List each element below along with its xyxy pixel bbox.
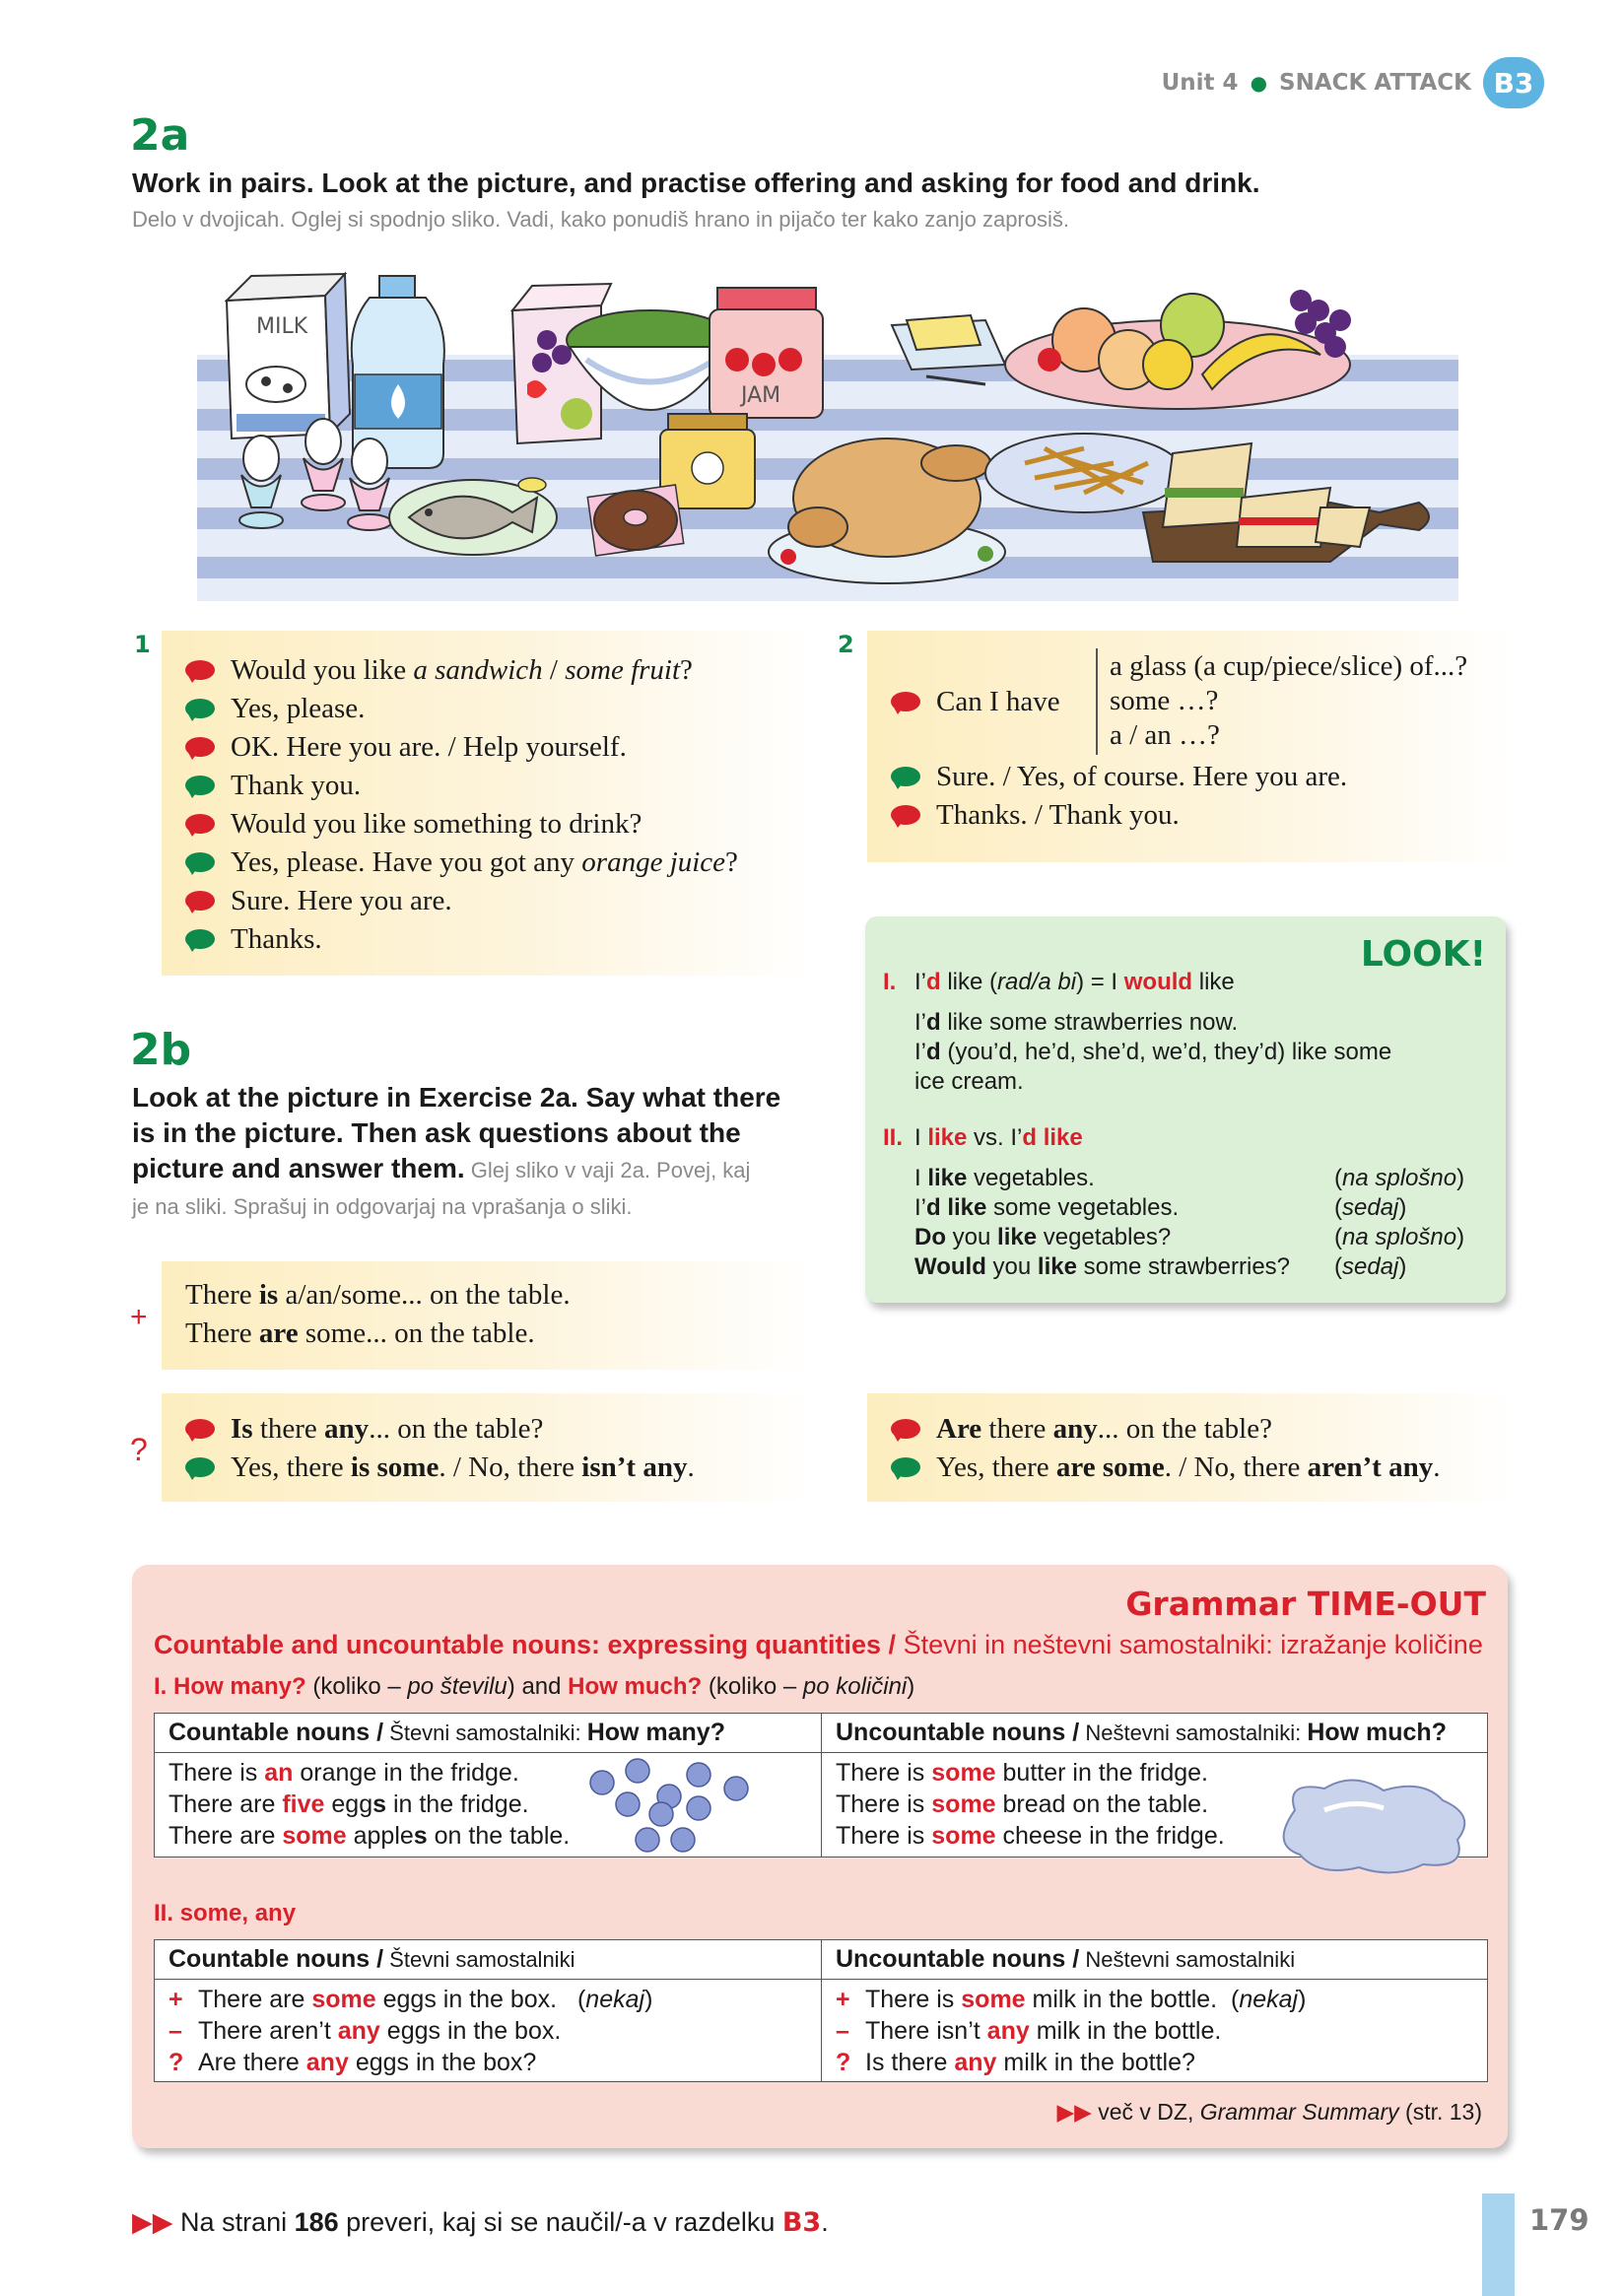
exercise-2b-instruction-line-3: picture and answer them. Glej sliko v vaji 2a. Povej, kaj — [132, 1153, 751, 1183]
speech-bubble-red-icon — [185, 1419, 215, 1441]
dialog-2-line-3: Thanks. / Thank you. — [936, 799, 1180, 831]
question-plural-line-2: Yes, there are some. / No, there aren’t any. — [936, 1452, 1441, 1483]
table-2-header-countable: Countable nouns / Števni samostalniki — [169, 1945, 575, 1973]
bullet-dot: ● — [1250, 71, 1268, 95]
question-sign: ? — [130, 1432, 148, 1467]
look-example-2: I’d (you’d, he’d, she’d, we’d, they’d) like some — [914, 1039, 1392, 1065]
dialog-1-line-4: Thank you. — [231, 770, 362, 801]
question-box-plural — [867, 1393, 1518, 1502]
exercise-2b-translation: je na sliki. Sprašuj in odgovarjaj na vprašanja o sliki. — [132, 1194, 633, 1219]
speech-bubble-green-icon — [185, 1457, 215, 1479]
speech-bubble-red-icon — [185, 660, 215, 682]
dialog-2-line-2: Sure. / Yes, of course. Here you are. — [936, 761, 1348, 792]
exercise-2a-translation: Delo v dvojicah. Oglej si spodnjo sliko. Vadi, kako ponudiš hrano in pijačo ter kako zanjo zaprosiš. — [132, 207, 1069, 232]
grammar-part-1-heading: I. How many? (koliko – po številu) and How much? (koliko – po količini) — [154, 1673, 915, 1700]
question-sign: ? — [836, 2049, 851, 2076]
positive-box — [162, 1261, 812, 1370]
exercise-2b-instruction-line-1: Look at the picture in Exercise 2a. Say what there — [132, 1082, 781, 1113]
look-row-1: I like vegetables. — [914, 1165, 1095, 1191]
fast-forward-icon: ▶▶ — [1056, 2099, 1092, 2125]
plus-sign: + — [169, 1986, 183, 2013]
question-singular-line-2: Yes, there is some. / No, there isn’t any. — [231, 1452, 695, 1483]
uncountable-positive: There is some milk in the bottle. (nekaj) — [865, 1986, 1307, 2013]
countable-example-2: There are five eggs in the fridge. — [169, 1790, 529, 1818]
options-divider — [1096, 648, 1098, 755]
dialog-1-line-7: Sure. Here you are. — [231, 885, 452, 916]
exercise-2b-instruction-line-2: is in the picture. Then ask questions about the — [132, 1117, 741, 1148]
dialog-1-line-8: Thanks. — [231, 923, 322, 955]
uncountable-negative: There isn’t any milk in the bottle. — [865, 2017, 1222, 2045]
some-any-table — [154, 1939, 1488, 2082]
page-number: 179 — [1529, 2203, 1589, 2237]
food-table-illustration — [197, 266, 1458, 601]
speech-bubble-red-icon — [891, 692, 920, 713]
dialog-1-line-2: Yes, please. — [231, 693, 366, 724]
grammar-part-2-heading: II. some, any — [154, 1900, 297, 1926]
plus-sign: + — [836, 1986, 850, 2013]
look-row-3-note: (na splošno) — [1334, 1224, 1465, 1250]
grammar-timeout-box — [132, 1565, 1508, 2148]
look-section-2-heading: I like vs. I’d like — [914, 1124, 1083, 1151]
look-section-2-number: II. — [883, 1124, 904, 1151]
table-1-header-uncountable: Uncountable nouns / Neštevni samostalniki: How much? — [836, 1719, 1447, 1746]
uncountable-example-1: There is some butter in the fridge. — [836, 1759, 1208, 1787]
milk-carton — [227, 274, 350, 439]
look-example-3: ice cream. — [914, 1068, 1024, 1095]
section-badge: B3 — [1483, 57, 1544, 108]
jam-label: JAM — [741, 383, 781, 408]
footer-note: ▶▶ Na strani 186 preveri, kaj si se naučil/-a v razdelku B3. — [132, 2207, 829, 2238]
dialog-2-can-i-have: Can I have — [936, 686, 1060, 717]
donut — [587, 485, 683, 556]
grammar-summary-reference: ▶▶ več v DZ, Grammar Summary (str. 13) — [1056, 2099, 1482, 2125]
dialog-2-box — [867, 631, 1518, 862]
table-1-header-countable: Countable nouns / Števni samostalniki: How many? — [169, 1719, 725, 1746]
grammar-heading: Countable and uncountable nouns: expressing quantities / Števni in neštevni samostalniki: izražanje količine — [154, 1630, 1483, 1659]
exercise-2a-instruction: Work in pairs. Look at the picture, and practise offering and asking for food and drink. — [132, 168, 1260, 198]
dialog-1-line-6: Yes, please. Have you got any orange juice? — [231, 846, 738, 878]
countable-dots-illustration — [588, 1757, 805, 1875]
look-row-4: Would you like some strawberries? — [914, 1253, 1291, 1280]
speech-bubble-green-icon — [185, 852, 215, 874]
speech-bubble-green-icon — [185, 929, 215, 951]
speech-bubble-green-icon — [891, 1457, 920, 1479]
question-box-singular — [162, 1393, 812, 1502]
look-section-1-number: I. — [883, 969, 897, 995]
speech-bubble-green-icon — [185, 776, 215, 797]
look-row-3: Do you like vegetables? — [914, 1224, 1172, 1250]
dialog-2-option-1: a glass (a cup/piece/slice) of...? — [1110, 650, 1468, 682]
table-2-header-uncountable: Uncountable nouns / Neštevni samostalniki — [836, 1945, 1296, 1973]
dialog-1-line-3: OK. Here you are. / Help yourself. — [231, 731, 627, 763]
look-section-1-heading: I’d like (rad/a bi) = I would like — [914, 969, 1235, 995]
uncountable-question: Is there any milk in the bottle? — [865, 2049, 1195, 2076]
speech-bubble-red-icon — [891, 805, 920, 827]
countable-negative: There aren’t any eggs in the box. — [198, 2017, 562, 2045]
look-row-1-note: (na splošno) — [1334, 1165, 1465, 1191]
countable-example-1: There is an orange in the fridge. — [169, 1759, 519, 1787]
speech-bubble-red-icon — [185, 737, 215, 759]
look-row-2: I’d like some vegetables. — [914, 1194, 1180, 1221]
fruit-plate — [1005, 290, 1351, 409]
positive-sign: + — [130, 1301, 148, 1333]
minus-sign: – — [836, 2017, 849, 2045]
jam-jar — [710, 288, 823, 418]
dialog-1-number: 1 — [134, 631, 151, 658]
unit-label: Unit 4 — [1161, 70, 1239, 96]
page-header — [1162, 57, 1544, 108]
look-title: LOOK! — [1360, 934, 1486, 975]
uncountable-example-3: There is some cheese in the fridge. — [836, 1822, 1225, 1850]
unit-title: SNACK ATTACK — [1279, 70, 1471, 96]
grammar-title: Grammar TIME-OUT — [1125, 1585, 1486, 1623]
dialog-2-option-3: a / an …? — [1110, 719, 1220, 751]
speech-bubble-red-icon — [891, 1419, 920, 1441]
positive-line-1: There is a/an/some... on the table. — [185, 1279, 571, 1311]
look-box — [865, 916, 1506, 1303]
question-singular-line-1: Is there any... on the table? — [231, 1413, 544, 1445]
exercise-2a-number: 2a — [130, 110, 190, 161]
fast-forward-icon: ▶▶ — [132, 2207, 173, 2237]
liquid-puddle-illustration — [1265, 1771, 1482, 1879]
milk-label: MILK — [256, 314, 308, 339]
look-example-1: I’d like some strawberries now. — [914, 1009, 1239, 1036]
question-sign: ? — [169, 2049, 184, 2076]
countable-example-3: There are some apples on the table. — [169, 1822, 571, 1850]
dialog-1-box — [162, 631, 812, 976]
look-row-4-note: (sedaj) — [1334, 1253, 1407, 1280]
question-plural-line-1: Are there any... on the table? — [936, 1413, 1272, 1445]
countable-positive: There are some eggs in the box. (nekaj) — [198, 1986, 653, 2013]
quantities-table — [154, 1713, 1488, 1857]
positive-line-2: There are some... on the table. — [185, 1317, 535, 1349]
look-row-2-note: (sedaj) — [1334, 1194, 1407, 1221]
dialog-2-option-2: some …? — [1110, 685, 1219, 716]
speech-bubble-red-icon — [185, 891, 215, 912]
exercise-2b-number: 2b — [130, 1025, 192, 1075]
speech-bubble-red-icon — [185, 814, 215, 836]
uncountable-example-2: There is some bread on the table. — [836, 1790, 1209, 1818]
french-fries-plate — [985, 434, 1183, 512]
dialog-1-line-5: Would you like something to drink? — [231, 808, 642, 840]
minus-sign: – — [169, 2017, 182, 2045]
countable-question: Are there any eggs in the box? — [198, 2049, 537, 2076]
page-edge-bar — [1482, 2194, 1515, 2296]
dialog-1-line-1: Would you like a sandwich / some fruit? — [231, 654, 693, 686]
dialog-2-number: 2 — [838, 631, 854, 658]
speech-bubble-green-icon — [891, 767, 920, 788]
speech-bubble-green-icon — [185, 699, 215, 720]
